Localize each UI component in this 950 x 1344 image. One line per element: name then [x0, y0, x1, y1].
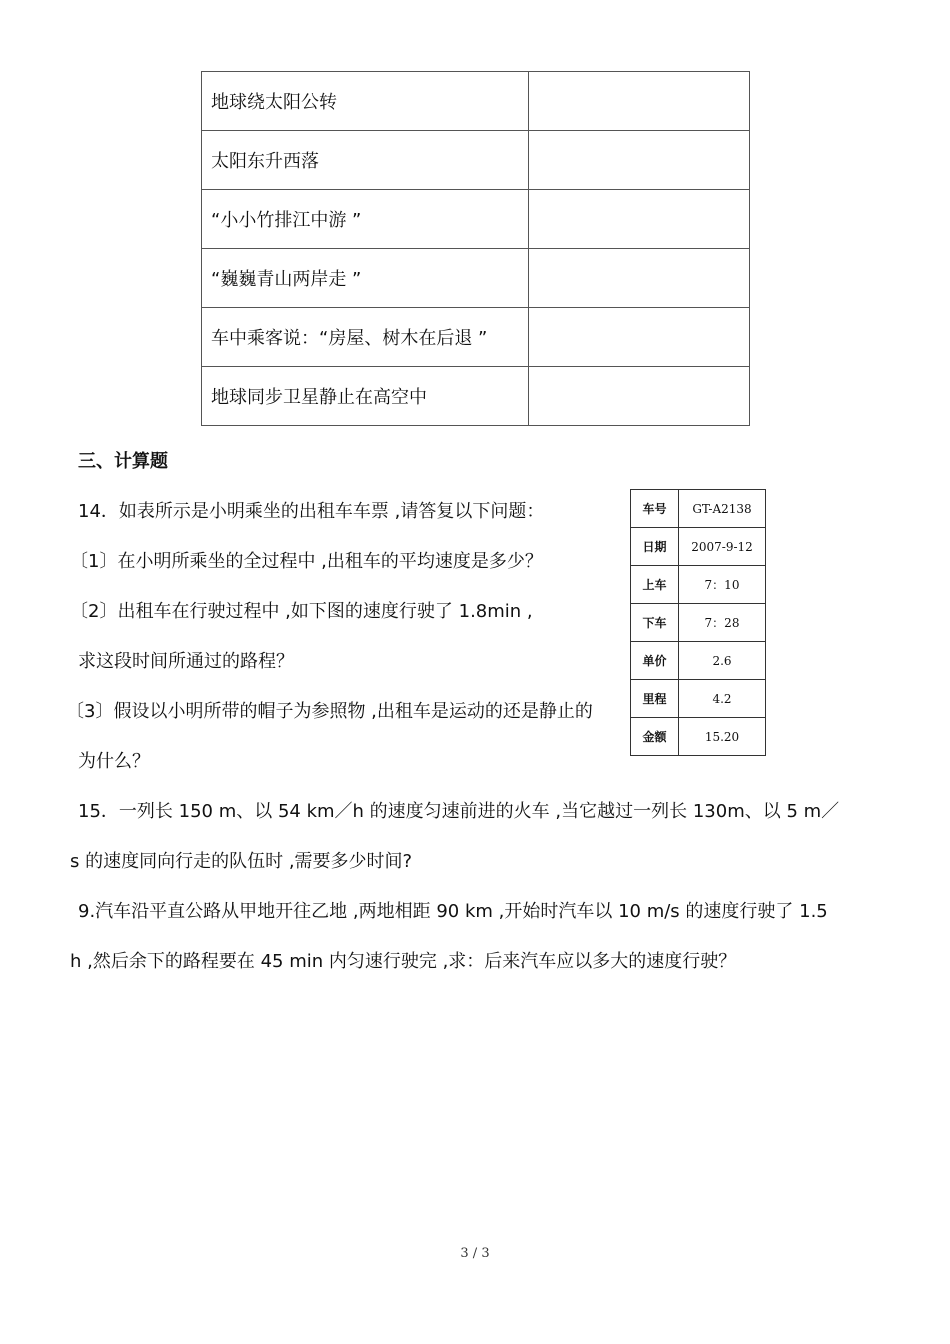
- q14-part2-line1: 〔2〕出租车在行驶过程中 ,如下图的速度行驶了 1.8min ,: [70, 601, 533, 622]
- q14-part2-line2: 求这段时间所通过的路程？: [78, 651, 294, 672]
- ticket-label: 单价: [631, 642, 679, 680]
- page-number: 3 / 3: [460, 1246, 490, 1261]
- table-row: [202, 249, 750, 308]
- answer-cell: [529, 190, 750, 249]
- example-cell: “巍巍青山两岸走 ”: [202, 249, 529, 308]
- example-cell: 车中乘客说：“房屋、树木在后退 ”: [202, 308, 529, 367]
- answer-cell: [529, 249, 750, 308]
- ticket-value: 7：10: [679, 566, 766, 604]
- ticket-value: GT-A2138: [679, 490, 766, 528]
- q14-part1: 〔1〕在小明所乘坐的全过程中 ,出租车的平均速度是多少？: [70, 551, 543, 572]
- ticket-row: [631, 718, 766, 756]
- table-row: [202, 190, 750, 249]
- example-cell: 太阳东升西落: [202, 131, 529, 190]
- q9-line1: 9.汽车沿平直公路从甲地开往乙地 ,两地相距 90 km ,开始时汽车以 10 m/s 的速度行驶了 1.5: [78, 901, 828, 922]
- ticket-value: 2007-9-12: [679, 528, 766, 566]
- example-cell: 地球绕太阳公转: [202, 72, 529, 131]
- q14-part3-line1: 〔3〕假设以小明所带的帽子为参照物 ,出租车是运动的还是静止的: [66, 701, 593, 722]
- table-row: [202, 367, 750, 426]
- ticket-value: 2.6: [679, 642, 766, 680]
- ticket-label: 上车: [631, 566, 679, 604]
- taxi-ticket: [630, 489, 766, 756]
- ticket-label: 金额: [631, 718, 679, 756]
- ticket-label: 日期: [631, 528, 679, 566]
- table-row: [202, 72, 750, 131]
- answer-cell: [529, 308, 750, 367]
- ticket-row: [631, 604, 766, 642]
- q14-stem: 14．如表所示是小明乘坐的出租车车票 ,请答复以下问题：: [78, 501, 545, 522]
- ticket-row: [631, 680, 766, 718]
- ticket-row: [631, 566, 766, 604]
- ticket-label: 里程: [631, 680, 679, 718]
- q15-line2: s 的速度同向行走的队伍时 ,需要多少时间?: [70, 851, 413, 872]
- ticket-value: 15.20: [679, 718, 766, 756]
- ticket-row: [631, 642, 766, 680]
- ticket-label: 下车: [631, 604, 679, 642]
- q14-part3-line2: 为什么？: [78, 751, 150, 772]
- ticket-row: [631, 528, 766, 566]
- answer-cell: [529, 131, 750, 190]
- answer-cell: [529, 367, 750, 426]
- answer-cell: [529, 72, 750, 131]
- q9-line2: h ,然后余下的路程要在 45 min 内匀速行驶完 ,求：后来汽车应以多大的速度行驶？: [70, 951, 737, 972]
- example-cell: “小小竹排江中游 ”: [202, 190, 529, 249]
- table-row: [202, 131, 750, 190]
- example-cell: 地球同步卫星静止在高空中: [202, 367, 529, 426]
- ticket-row: [631, 490, 766, 528]
- table-row: [202, 308, 750, 367]
- ticket-label: 车号: [631, 490, 679, 528]
- ticket-value: 7：28: [679, 604, 766, 642]
- ticket-value: 4.2: [679, 680, 766, 718]
- q15-line1: 15．一列长 150 m、以 54 km／h 的速度匀速前进的火车 ,当它越过一列长 130m、以 5 m／: [78, 801, 840, 822]
- section-heading: 三、计算题: [78, 451, 168, 472]
- motion-examples-table: [201, 71, 750, 426]
